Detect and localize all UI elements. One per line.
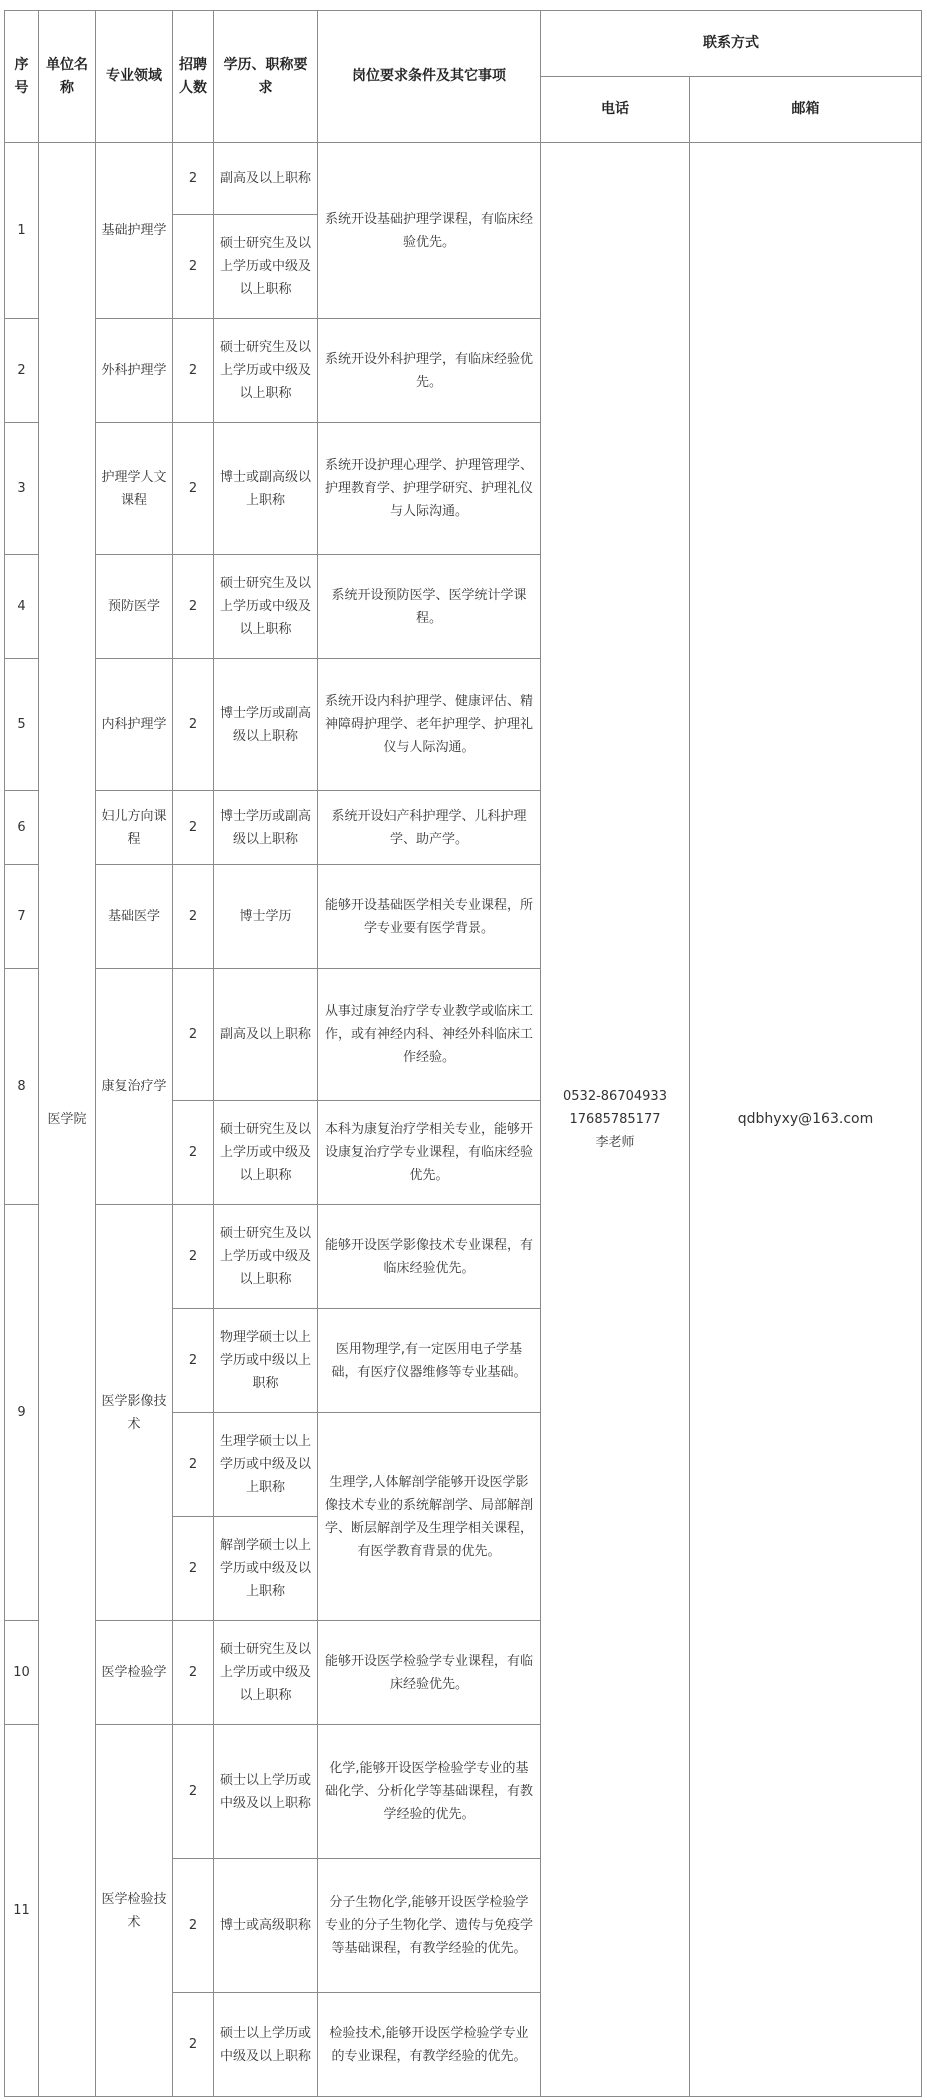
requirement-cell: 化学,能够开设医学检验学专业的基础化学、分析化学等基础课程，有教学经验的优先。: [318, 1725, 541, 1859]
count-cell: 2: [173, 423, 214, 555]
requirement-cell: 生理学,人体解剖学能够开设医学影像技术专业的系统解剖学、局部解剖学、断层解剖学及生理学相关课程，有医学教育背景的优先。: [318, 1413, 541, 1621]
edu-cell: 博士学历或副高级以上职称: [214, 659, 318, 791]
header-field: 专业领域: [96, 11, 173, 143]
requirement-cell: 系统开设护理心理学、护理管理学、护理教育学、护理学研究、护理礼仪与人际沟通。: [318, 423, 541, 555]
count-cell: 2: [173, 1621, 214, 1725]
contact-phone-cell: [541, 143, 690, 2097]
edu-cell: 博士学历或副高级以上职称: [214, 791, 318, 865]
field-cell: 预防医学: [96, 555, 173, 659]
count-cell: 2: [173, 143, 214, 215]
row-number: 10: [5, 1621, 39, 1725]
field-cell: 外科护理学: [96, 319, 173, 423]
edu-cell: 硕士研究生及以上学历或中级及以上职称: [214, 555, 318, 659]
count-cell: 2: [173, 791, 214, 865]
requirement-cell: 本科为康复治疗学相关专业，能够开设康复治疗学专业课程，有临床经验优先。: [318, 1101, 541, 1205]
field-cell: 康复治疗学: [96, 969, 173, 1205]
header-row: [5, 11, 922, 77]
field-cell: 内科护理学: [96, 659, 173, 791]
header-unit: 单位名称: [39, 11, 96, 143]
phone-number-2: 17685785177: [569, 1112, 661, 1127]
unit-name: 医学院: [39, 143, 96, 2097]
field-cell: 医学影像技术: [96, 1205, 173, 1621]
edu-cell: 博士学历: [214, 865, 318, 969]
requirement-cell: 系统开设外科护理学，有临床经验优先。: [318, 319, 541, 423]
row-number: 1: [5, 143, 39, 319]
edu-cell: 副高及以上职称: [214, 143, 318, 215]
edu-cell: 物理学硕士以上学历或中级以上职称: [214, 1309, 318, 1413]
edu-cell: 博士或高级职称: [214, 1859, 318, 1993]
requirement-cell: 医用物理学,有一定医用电子学基础，有医疗仪器维修等专业基础。: [318, 1309, 541, 1413]
edu-cell: 硕士以上学历或中级及以上职称: [214, 1993, 318, 2097]
requirement-cell: 能够开设基础医学相关专业课程，所学专业要有医学背景。: [318, 865, 541, 969]
edu-cell: 解剖学硕士以上学历或中级及以上职称: [214, 1517, 318, 1621]
edu-cell: 博士或副高级以上职称: [214, 423, 318, 555]
count-cell: 2: [173, 1413, 214, 1517]
recruitment-table: [4, 10, 922, 2097]
row-number: 8: [5, 969, 39, 1205]
count-cell: 2: [173, 865, 214, 969]
header-contact: 联系方式: [541, 11, 922, 77]
contact-email-cell: qdbhyxy@163.com: [690, 143, 922, 2097]
edu-cell: 硕士以上学历或中级及以上职称: [214, 1725, 318, 1859]
requirement-cell: 系统开设预防医学、医学统计学课程。: [318, 555, 541, 659]
edu-cell: 硕士研究生及以上学历或中级及以上职称: [214, 1205, 318, 1309]
header-phone: 电话: [541, 77, 690, 143]
field-cell: 医学检验技术: [96, 1725, 173, 2097]
requirement-cell: 系统开设基础护理学课程，有临床经验优先。: [318, 143, 541, 319]
count-cell: 2: [173, 555, 214, 659]
requirement-cell: 能够开设医学检验学专业课程，有临床经验优先。: [318, 1621, 541, 1725]
count-cell: 2: [173, 1859, 214, 1993]
header-count: 招聘人数: [173, 11, 214, 143]
row-number: 9: [5, 1205, 39, 1621]
edu-cell: 硕士研究生及以上学历或中级及以上职称: [214, 1101, 318, 1205]
row-number: 3: [5, 423, 39, 555]
field-cell: 妇儿方向课程: [96, 791, 173, 865]
field-cell: 医学检验学: [96, 1621, 173, 1725]
count-cell: 2: [173, 215, 214, 319]
count-cell: 2: [173, 1993, 214, 2097]
table-row: [5, 143, 922, 215]
count-cell: 2: [173, 319, 214, 423]
count-cell: 2: [173, 1725, 214, 1859]
phone-number-1: 0532-86704933: [563, 1089, 667, 1104]
edu-cell: 硕士研究生及以上学历或中级及以上职称: [214, 319, 318, 423]
edu-cell: 硕士研究生及以上学历或中级及以上职称: [214, 215, 318, 319]
row-number: 7: [5, 865, 39, 969]
row-number: 4: [5, 555, 39, 659]
requirement-cell: 系统开设妇产科护理学、儿科护理学、助产学。: [318, 791, 541, 865]
count-cell: 2: [173, 969, 214, 1101]
requirement-cell: 从事过康复治疗学专业教学或临床工作，或有神经内科、神经外科临床工作经验。: [318, 969, 541, 1101]
field-cell: 护理学人文课程: [96, 423, 173, 555]
header-edu: 学历、职称要求: [214, 11, 318, 143]
row-number: 11: [5, 1725, 39, 2097]
count-cell: 2: [173, 659, 214, 791]
count-cell: 2: [173, 1205, 214, 1309]
edu-cell: 生理学硕士以上学历或中级及以上职称: [214, 1413, 318, 1517]
count-cell: 2: [173, 1517, 214, 1621]
requirement-cell: 能够开设医学影像技术专业课程，有临床经验优先。: [318, 1205, 541, 1309]
row-number: 2: [5, 319, 39, 423]
field-cell: 基础护理学: [96, 143, 173, 319]
count-cell: 2: [173, 1309, 214, 1413]
requirement-cell: 系统开设内科护理学、健康评估、精神障碍护理学、老年护理学、护理礼仪与人际沟通。: [318, 659, 541, 791]
edu-cell: 硕士研究生及以上学历或中级及以上职称: [214, 1621, 318, 1725]
header-req: 岗位要求条件及其它事项: [318, 11, 541, 143]
header-seq: 序号: [5, 11, 39, 143]
header-email: 邮箱: [690, 77, 922, 143]
row-number: 6: [5, 791, 39, 865]
contact-person: 李老师: [595, 1135, 635, 1150]
count-cell: 2: [173, 1101, 214, 1205]
field-cell: 基础医学: [96, 865, 173, 969]
edu-cell: 副高及以上职称: [214, 969, 318, 1101]
requirement-cell: 分子生物化学,能够开设医学检验学专业的分子生物化学、遗传与免疫学等基础课程，有教学经验的优先。: [318, 1859, 541, 1993]
row-number: 5: [5, 659, 39, 791]
requirement-cell: 检验技术,能够开设医学检验学专业的专业课程，有教学经验的优先。: [318, 1993, 541, 2097]
